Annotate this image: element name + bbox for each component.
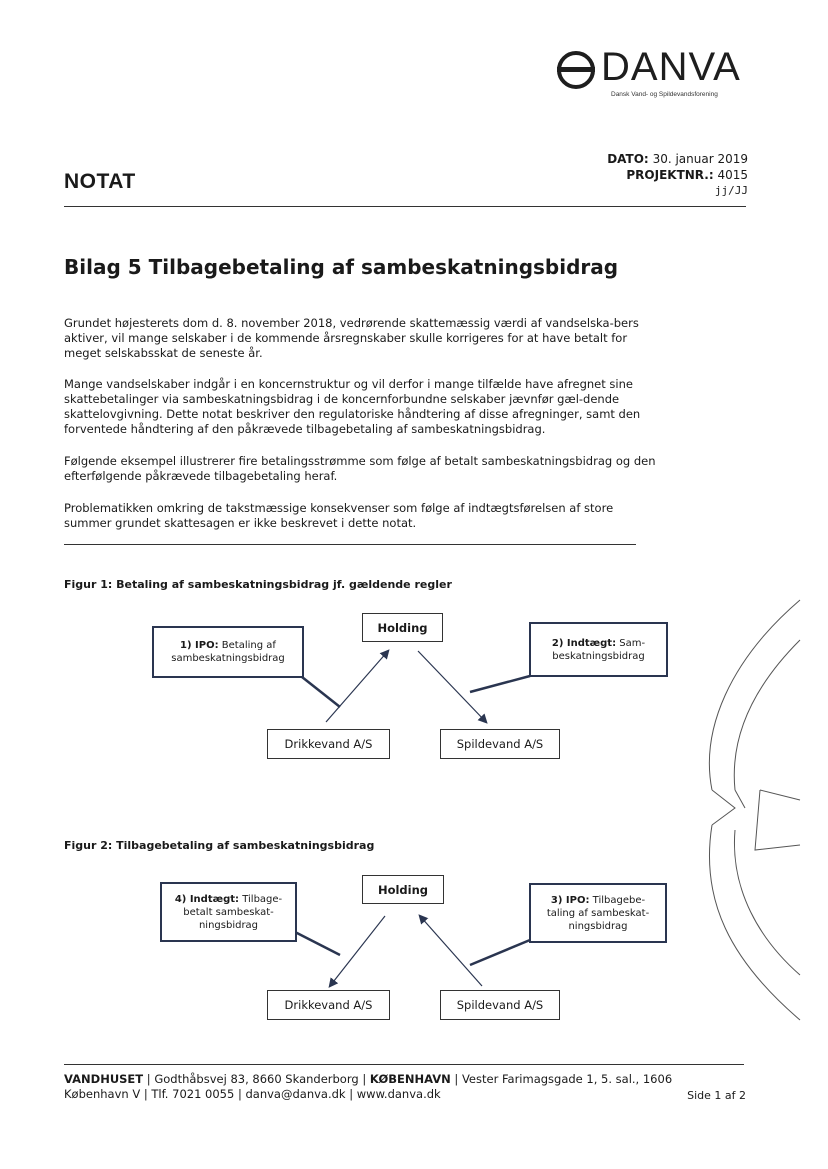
fig2-arrow-holding-to-drikkevand <box>330 916 385 986</box>
paragraph-1: Grundet højesterets dom d. 8. november 2018, vedrørende skattemæssig værdi af vandselska-bers aktiver, vil mange selskaber i de kommende årsregnskaber skulle korrigeres for at have betalt for meget selskabsskat de seneste år. <box>64 316 639 360</box>
fig2-callout-ipo <box>529 883 667 943</box>
date-label: DATO: <box>607 152 649 166</box>
fig2-callout-income-body: Tilbage-betalt sambeskat-ningsbidrag <box>183 893 283 931</box>
fig1-callout-right-connector <box>470 676 530 692</box>
paragraph-4: Problematikken omkring de takstmæssige konsekvenser som følge af indtægtsførelsen af store summer grundet skattesagen er ikke beskrevet i dette notat. <box>64 501 614 530</box>
footer-org-vandhuset: VANDHUSET <box>64 1072 144 1086</box>
fig2-spildevand-box: Spildevand A/S <box>440 990 560 1020</box>
fig1-callout-income <box>529 622 668 677</box>
fig2-drikkevand-box: Drikkevand A/S <box>267 990 390 1020</box>
footer-address <box>64 1072 684 1102</box>
fig1-holding-box: Holding <box>362 613 443 642</box>
fig2-callout-ipo-text: Tilbagebe-taling af sambeskat-ningsbidrag <box>546 894 650 932</box>
date-value: 30. januar 2019 <box>652 152 748 166</box>
fig1-callout-income-label: 2) Indtægt: <box>551 637 617 649</box>
fig2-callout-income-label: 4) Indtægt: <box>174 893 240 905</box>
figure-2-title: Figur 2: Tilbagebetaling af sambeskatningsbidrag <box>64 839 375 852</box>
logo-tagline: Dansk Vand- og Spildevandsforening <box>611 91 718 98</box>
fig1-arrow-drikkevand-to-holding <box>326 651 388 722</box>
fig2-arrow-spildevand-to-holding <box>420 916 482 986</box>
fig1-drikkevand-box: Drikkevand A/S <box>267 729 390 759</box>
paragraph-2: Mange vandselskaber indgår i en koncernstruktur og vil derfor i mange tilfælde have afregnet sine skattebetalinger via sambeskatningsbidrag i de koncernforbundne selskaber jævnfør gæl-dende skattelovgivning. Dette notat beskriver den regulatoriske håndtering af disse afregninger, samt den forventede håndtering af den påkrævede tilbagebetaling af sambeskatningsbidrag. <box>64 377 641 436</box>
fig2-callout-income <box>160 882 297 942</box>
fig1-callout-ipo-text: Betaling af sambeskatningsbidrag <box>171 640 285 664</box>
fig2-callout-left-connector <box>295 932 340 955</box>
footer-org-kobenhavn: KØBENHAVN <box>369 1072 451 1086</box>
fig1-spildevand-box: Spildevand A/S <box>440 729 560 759</box>
fig2-holding-box: Holding <box>362 875 444 904</box>
paragraph-3: Følgende eksempel illustrerer fire betalingsstrømme som følge af betalt sambeskatningsbidrag og den efterfølgende påkrævede tilbagebetaling heraf. <box>64 454 656 483</box>
fig1-callout-ipo <box>152 626 304 678</box>
footer-divider <box>64 1064 744 1065</box>
project-value: 4015 <box>717 168 748 182</box>
fig1-callout-left-connector <box>302 677 340 707</box>
fig1-callout-income-text: Sam-beskatningsbidrag <box>552 637 646 662</box>
document-title: Bilag 5 Tilbagebetaling af sambeskatningsbidrag <box>64 255 619 279</box>
page-number: Side 1 af 2 <box>687 1089 746 1102</box>
fig1-callout-ipo-label: 1) IPO: <box>180 640 219 651</box>
project-label: PROJEKTNR.: <box>626 168 714 182</box>
fig2-callout-right-connector <box>470 940 530 965</box>
logo-name: DANVA <box>601 45 741 89</box>
fig2-callout-ipo-label: 3) IPO: <box>550 894 590 906</box>
notat-heading: NOTAT <box>64 170 136 193</box>
figure-1-title: Figur 1: Betaling af sambeskatningsbidrag jf. gældende regler <box>64 578 452 591</box>
footer-addr-kobenhavn: | Vester Farimagsgade 1, 5. sal., 1606 København V | Tlf. 7021 0055 | danva@danva.dk | www.danva.dk <box>64 1072 673 1101</box>
fig1-arrow-holding-to-spildevand <box>418 651 486 722</box>
footer-addr-vandhuset: | Godthåbsvej 83, 8660 Skanderborg | <box>146 1072 367 1086</box>
initials: jj/JJ <box>714 184 748 197</box>
